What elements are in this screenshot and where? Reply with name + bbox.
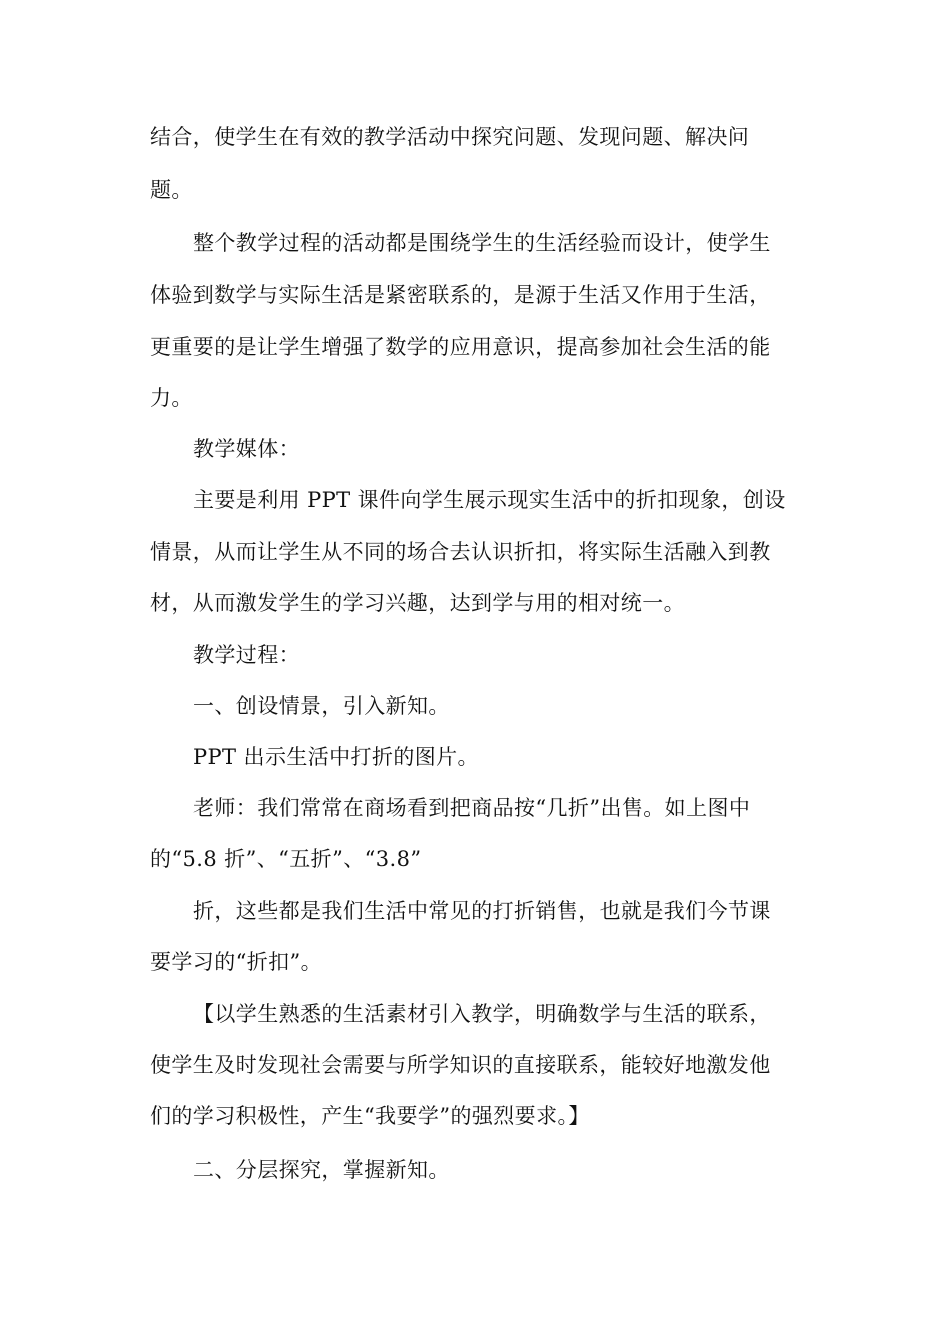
paragraph-line: 老师：我们常常在商场看到把商品按“几折”出售。如上图中 bbox=[193, 796, 751, 820]
paragraph-line: 体验到数学与实际生活是紧密联系的，是源于生活又作用于生活， bbox=[150, 283, 771, 307]
subsection-heading: 一、创设情景，引入新知。 bbox=[193, 694, 450, 718]
commentary-line: 【以学生熟悉的生活素材引入教学，明确数学与生活的联系， bbox=[193, 1002, 771, 1026]
section-heading: 教学过程： bbox=[193, 643, 300, 667]
paragraph-line: 要学习的“折扣”。 bbox=[150, 950, 323, 974]
subsection-heading: 二、分层探究，掌握新知。 bbox=[193, 1158, 450, 1182]
commentary-line: 使学生及时发现社会需要与所学知识的直接联系，能较好地激发他 bbox=[150, 1053, 771, 1077]
commentary-line: 们的学习积极性，产生“我要学”的强烈要求。】 bbox=[150, 1104, 590, 1128]
paragraph-line: 题。 bbox=[150, 178, 193, 202]
paragraph-line: 情景，从而让学生从不同的场合去认识折扣，将实际生活融入到教 bbox=[150, 540, 771, 564]
paragraph-line: 的“5.8 折”、“五折”、“3.8” bbox=[150, 847, 422, 871]
section-heading: 教学媒体： bbox=[193, 437, 300, 461]
paragraph-line: 更重要的是让学生增强了数学的应用意识，提高参加社会生活的能 bbox=[150, 335, 771, 359]
paragraph-line: 主要是利用 PPT 课件向学生展示现实生活中的折扣现象，创设 bbox=[193, 488, 786, 512]
paragraph-line: 结合，使学生在有效的教学活动中探究问题、发现问题、解决问 bbox=[150, 125, 750, 149]
paragraph-line: PPT 出示生活中打折的图片。 bbox=[193, 745, 479, 769]
paragraph-line: 材，从而激发学生的学习兴趣，达到学与用的相对统一。 bbox=[150, 591, 685, 615]
paragraph-line: 折，这些都是我们生活中常见的打折销售，也就是我们今节课 bbox=[193, 899, 771, 923]
paragraph-line: 整个教学过程的活动都是围绕学生的生活经验而设计，使学生 bbox=[193, 231, 771, 255]
paragraph-line: 力。 bbox=[150, 386, 193, 410]
